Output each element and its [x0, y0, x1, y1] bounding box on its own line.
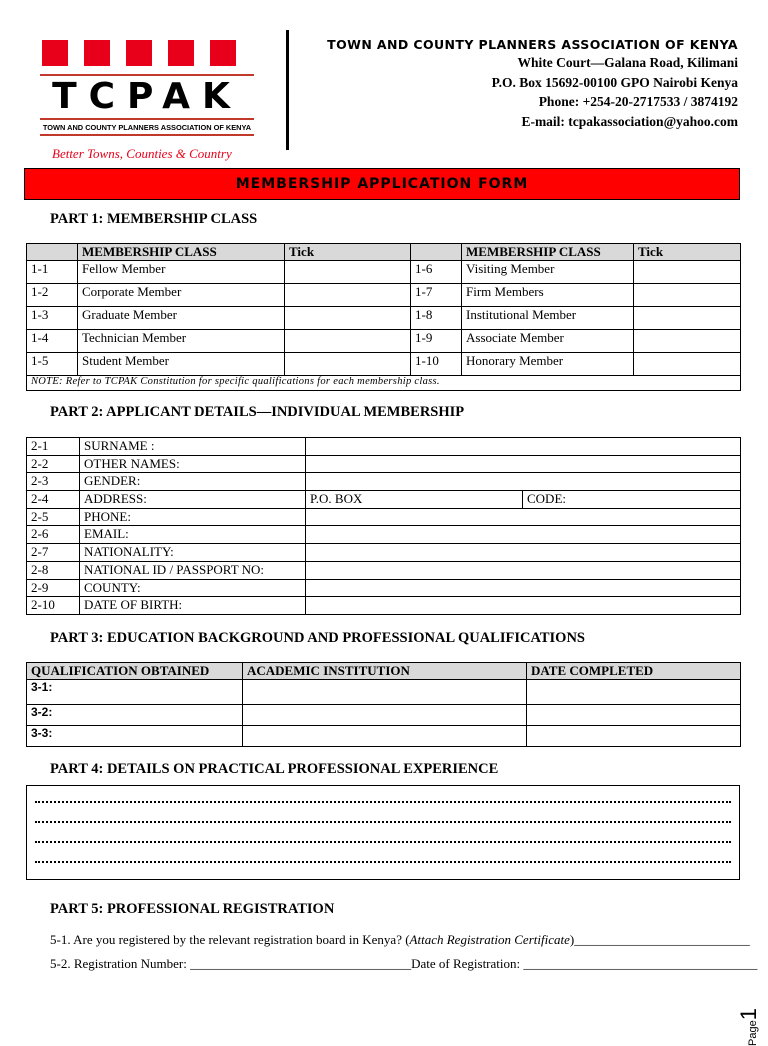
membership-class: Visiting Member: [462, 261, 634, 284]
address-line-2: P.O. Box 15692-00100 GPO Nairobi Kenya: [491, 75, 738, 90]
row-number: 2-10: [27, 597, 80, 615]
tick-cell[interactable]: [285, 261, 411, 284]
header-institution: ACADEMIC INSTITUTION: [243, 663, 527, 680]
row-number: 2-3: [27, 473, 80, 491]
national-id-field[interactable]: [306, 561, 741, 579]
header-date-completed: DATE COMPLETED: [527, 663, 741, 680]
row-number: 2-2: [27, 455, 80, 473]
tick-cell[interactable]: [285, 353, 411, 376]
header-tick: Tick: [634, 244, 741, 261]
org-name: TOWN AND COUNTY PLANNERS ASSOCIATION OF KENYA: [327, 37, 738, 52]
part5-title: PART 5: PROFESSIONAL REGISTRATION: [50, 901, 335, 917]
gender-field[interactable]: [306, 473, 741, 491]
membership-class: Institutional Member: [462, 307, 634, 330]
table-row: [27, 438, 741, 456]
date-completed-cell[interactable]: [527, 705, 741, 726]
field-label: PHONE:: [80, 508, 306, 526]
date-completed-cell[interactable]: [527, 680, 741, 705]
header-qualification: QUALIFICATION OBTAINED: [27, 663, 243, 680]
part4-title: PART 4: DETAILS ON PRACTICAL PROFESSIONAL EXPERIENCE: [50, 761, 499, 777]
row-number: 1-3: [27, 307, 78, 330]
table-row: [27, 307, 741, 330]
po-box-field[interactable]: P.O. BOX: [306, 491, 523, 509]
header-divider: [286, 30, 289, 150]
row-number: 1-5: [27, 353, 78, 376]
header-blank: [27, 244, 78, 261]
header-membership-class: MEMBERSHIP CLASS: [462, 244, 634, 261]
membership-class: Graduate Member: [78, 307, 285, 330]
institution-cell[interactable]: [243, 726, 527, 747]
other-names-field[interactable]: [306, 455, 741, 473]
date-completed-cell[interactable]: [527, 726, 741, 747]
part3-title: PART 3: EDUCATION BACKGROUND AND PROFESSIONAL QUALIFICATIONS: [50, 630, 585, 646]
row-number: 1-10: [411, 353, 462, 376]
qualification-cell[interactable]: 3-3:: [27, 726, 243, 747]
tick-cell[interactable]: [285, 330, 411, 353]
logo-red-square: [42, 40, 68, 66]
tick-cell[interactable]: [285, 284, 411, 307]
dotted-line: [35, 821, 731, 823]
field-label: SURNAME :: [80, 438, 306, 456]
education-table: [26, 662, 741, 747]
membership-class: Honorary Member: [462, 353, 634, 376]
membership-class: Firm Members: [462, 284, 634, 307]
row-number: 2-5: [27, 508, 80, 526]
tick-cell[interactable]: [634, 284, 741, 307]
row-number: 2-8: [27, 561, 80, 579]
table-row: [27, 526, 741, 544]
row-number: 1-7: [411, 284, 462, 307]
table-row: [27, 726, 741, 747]
phone: Phone: +254-20-2717533 / 3874192: [538, 94, 738, 109]
email-field[interactable]: [306, 526, 741, 544]
code-field[interactable]: CODE:: [523, 491, 741, 509]
row-number: 1-9: [411, 330, 462, 353]
part1-title: PART 1: MEMBERSHIP CLASS: [50, 211, 258, 227]
logo-rule: [40, 118, 254, 120]
experience-box[interactable]: [26, 785, 740, 880]
form-title: MEMBERSHIP APPLICATION FORM: [24, 168, 740, 200]
membership-class-table: [26, 243, 741, 391]
table-row: [27, 579, 741, 597]
header-tick: Tick: [285, 244, 411, 261]
part2-title: PART 2: APPLICANT DETAILS—INDIVIDUAL MEMBERSHIP: [50, 404, 465, 420]
dotted-line: [35, 801, 731, 803]
table-row: [27, 597, 741, 615]
tick-cell[interactable]: [634, 330, 741, 353]
row-number: 1-4: [27, 330, 78, 353]
table-row: [27, 544, 741, 562]
table-row: [27, 473, 741, 491]
table-row: [27, 353, 741, 376]
slogan: Better Towns, Counties & Country: [52, 146, 232, 161]
nationality-field[interactable]: [306, 544, 741, 562]
field-label: EMAIL:: [80, 526, 306, 544]
date-of-birth-field[interactable]: [306, 597, 741, 615]
membership-class: Corporate Member: [78, 284, 285, 307]
email: E-mail: tcpakassociation@yahoo.com: [521, 114, 738, 129]
table-row: [27, 455, 741, 473]
registration-question-text: 5-1. Are you registered by the relevant registration board in Kenya? (: [50, 932, 410, 947]
row-number: 1-8: [411, 307, 462, 330]
institution-cell[interactable]: [243, 705, 527, 726]
page-label: Page: [747, 1020, 759, 1046]
field-label: DATE OF BIRTH:: [80, 597, 306, 615]
row-number: 2-1: [27, 438, 80, 456]
phone-field[interactable]: [306, 508, 741, 526]
field-label: OTHER NAMES:: [80, 455, 306, 473]
registration-answer-line: )___________________________: [569, 932, 750, 947]
logo-red-square: [210, 40, 236, 66]
row-number: 2-6: [27, 526, 80, 544]
attach-note: Attach Registration Certificate: [409, 932, 570, 947]
row-number: 1-1: [27, 261, 78, 284]
membership-class: Student Member: [78, 353, 285, 376]
membership-class: Technician Member: [78, 330, 285, 353]
dotted-line: [35, 841, 731, 843]
qualification-cell[interactable]: 3-2:: [27, 705, 243, 726]
membership-class: Fellow Member: [78, 261, 285, 284]
row-number: 2-4: [27, 491, 80, 509]
logo-rule: [40, 134, 254, 136]
field-label: COUNTY:: [80, 579, 306, 597]
applicant-details-table: [26, 437, 741, 615]
tick-cell[interactable]: [285, 307, 411, 330]
table-row: [27, 284, 741, 307]
county-field[interactable]: [306, 579, 741, 597]
table-row: [27, 680, 741, 705]
table-row: [27, 508, 741, 526]
tick-cell[interactable]: [634, 261, 741, 284]
field-label: ADDRESS:: [80, 491, 306, 509]
field-label: NATIONALITY:: [80, 544, 306, 562]
table-row: [27, 330, 741, 353]
membership-class: Associate Member: [462, 330, 634, 353]
address-line-1: White Court—Galana Road, Kilimani: [517, 55, 738, 70]
header-membership-class: MEMBERSHIP CLASS: [78, 244, 285, 261]
registration-question[interactable]: [50, 932, 750, 948]
row-number: 1-2: [27, 284, 78, 307]
logo-red-square: [168, 40, 194, 66]
table-row: [27, 491, 741, 509]
table-row: [27, 261, 741, 284]
header-blank: [411, 244, 462, 261]
logo-title: TCPAK: [52, 76, 242, 117]
logo-red-square: [84, 40, 110, 66]
row-number: 1-6: [411, 261, 462, 284]
surname-field[interactable]: [306, 438, 741, 456]
page-number: [736, 1008, 762, 1046]
page-number-value: 1: [736, 1008, 761, 1021]
tcpak-logo: [38, 36, 256, 140]
logo-red-square: [126, 40, 152, 66]
tick-cell[interactable]: [634, 307, 741, 330]
row-number: 2-9: [27, 579, 80, 597]
logo-subtitle: TOWN AND COUNTY PLANNERS ASSOCIATION OF KENYA: [42, 123, 252, 132]
registration-number-line[interactable]: 5-2. Registration Number: __________________________________Date of Registration: ____________________________________: [50, 956, 758, 971]
field-label: NATIONAL ID / PASSPORT NO:: [80, 561, 306, 579]
field-label: GENDER:: [80, 473, 306, 491]
membership-note: NOTE: Refer to TCPAK Constitution for specific qualifications for each membership class.: [27, 376, 741, 391]
tick-cell[interactable]: [634, 353, 741, 376]
table-row: [27, 705, 741, 726]
qualification-cell[interactable]: 3-1:: [27, 680, 243, 705]
table-row: [27, 561, 741, 579]
dotted-line: [35, 861, 731, 863]
row-number: 2-7: [27, 544, 80, 562]
institution-cell[interactable]: [243, 680, 527, 705]
